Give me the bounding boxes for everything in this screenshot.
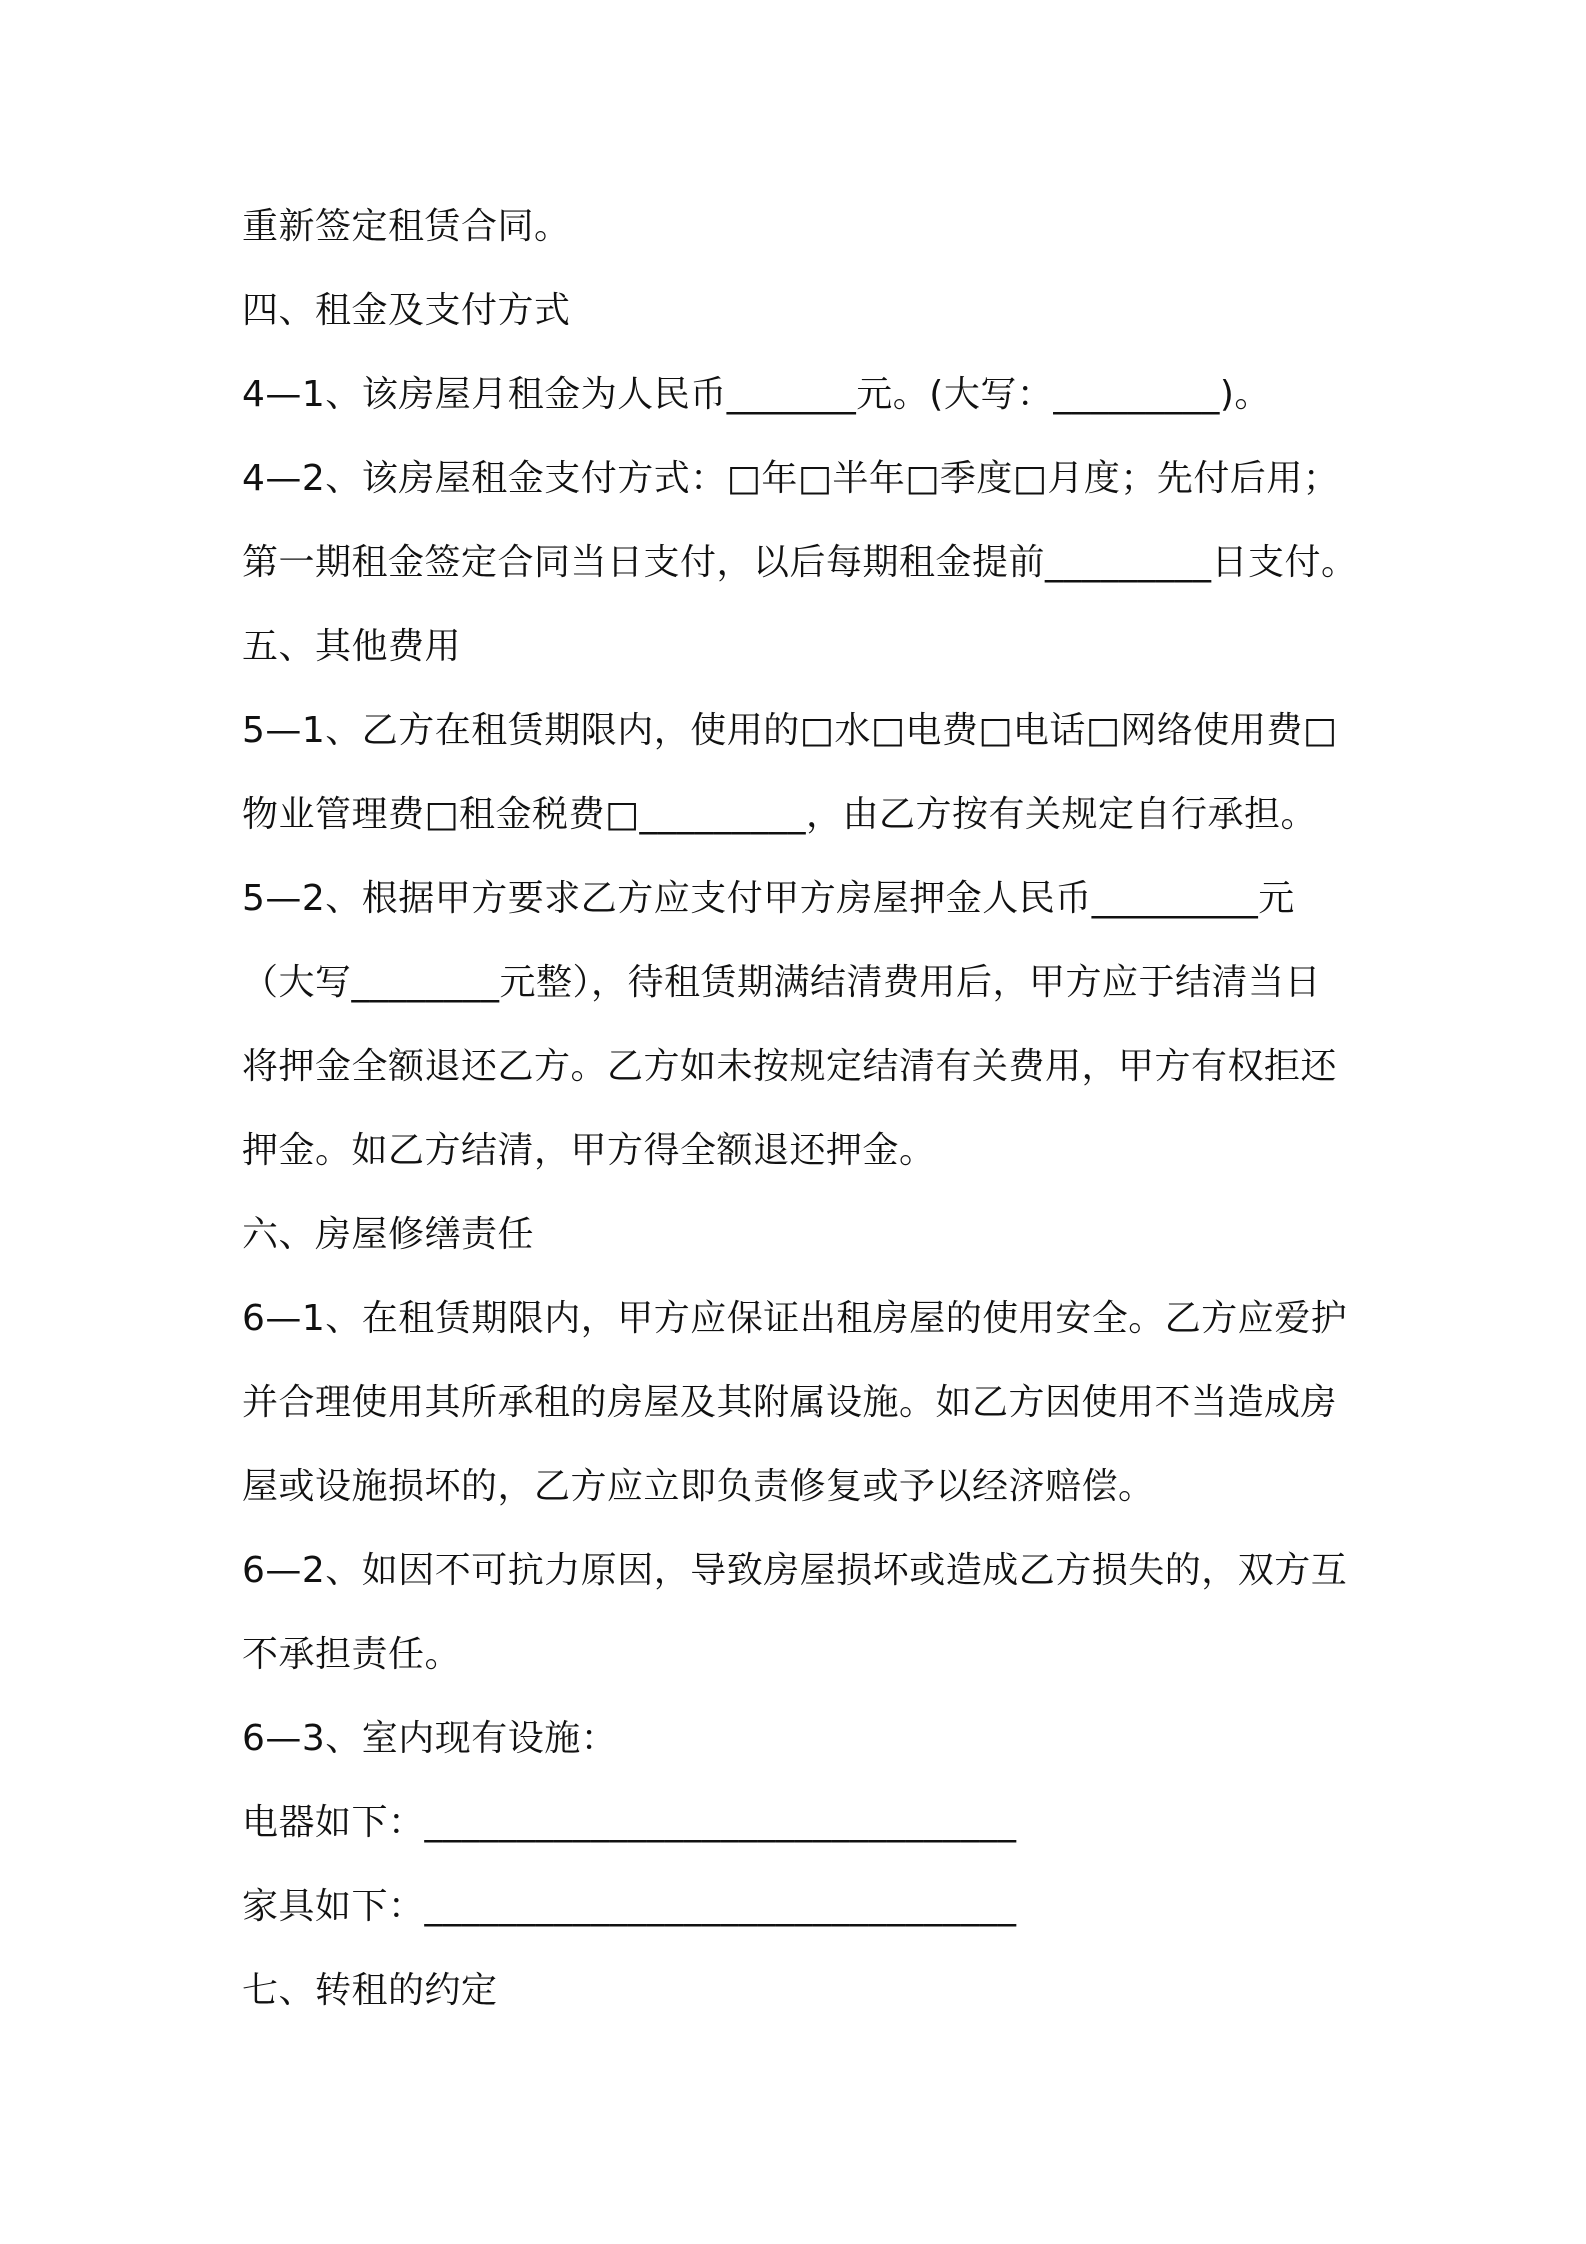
text-line-continuation: 重新签定租赁合同。 (242, 206, 571, 247)
clause-5-1-fees-line-1: 5—1、乙方在租赁期限内，使用的□水□电费□电话□网络使用费□ (242, 710, 1338, 751)
clause-6-1-line-1: 6—1、在租赁期限内，甲方应保证出租房屋的使用安全。乙方应爱护 (242, 1298, 1348, 1339)
clause-6-1-line-2: 并合理使用其所承租的房屋及其附属设施。如乙方因使用不当造成房 (242, 1382, 1338, 1423)
clause-5-2-deposit-line-3: 将押金全额退还乙方。乙方如未按规定结清有关费用，甲方有权拒还 (242, 1046, 1338, 1087)
clause-6-2-line-2: 不承担责任。 (242, 1634, 462, 1675)
clause-5-1-fees-line-2: 物业管理费□租金税费□_________，由乙方按有关规定自行承担。 (242, 794, 1318, 835)
section-heading-repair-responsibility: 六、房屋修缮责任 (242, 1214, 535, 1255)
section-heading-other-fees: 五、其他费用 (242, 626, 462, 667)
clause-4-2-payment-method: 4—2、该房屋租金支付方式：□年□半年□季度□月度；先付后用； (242, 458, 1340, 499)
section-heading-rent-payment: 四、租金及支付方式 (242, 290, 571, 331)
clause-6-1-line-3: 屋或设施损坏的，乙方应立即负责修复或予以经济赔偿。 (242, 1466, 1155, 1507)
clause-4-2-payment-schedule: 第一期租金签定合同当日支付，以后每期租金提前_________日支付。 (242, 542, 1358, 583)
furniture-list-blank: 家具如下：________________________________ (242, 1886, 1017, 1927)
appliances-list-blank: 电器如下：________________________________ (242, 1802, 1017, 1843)
clause-6-3-existing-facilities: 6—3、室内现有设施： (242, 1718, 618, 1759)
clause-6-2-line-1: 6—2、如因不可抗力原因，导致房屋损坏或造成乙方损失的，双方互 (242, 1550, 1348, 1591)
section-heading-sublease: 七、转租的约定 (242, 1970, 498, 2011)
clause-5-2-deposit-line-4: 押金。如乙方结清，甲方得全额退还押金。 (242, 1130, 936, 1171)
clause-4-1-monthly-rent: 4—1、该房屋月租金为人民币_______元。(大写：_________)。 (242, 374, 1271, 415)
clause-5-2-deposit-line-2: （大写________元整），待租赁期满结清费用后，甲方应于结清当日 (242, 962, 1322, 1003)
clause-5-2-deposit-line-1: 5—2、根据甲方要求乙方应支付甲方房屋押金人民币_________元 (242, 878, 1295, 919)
